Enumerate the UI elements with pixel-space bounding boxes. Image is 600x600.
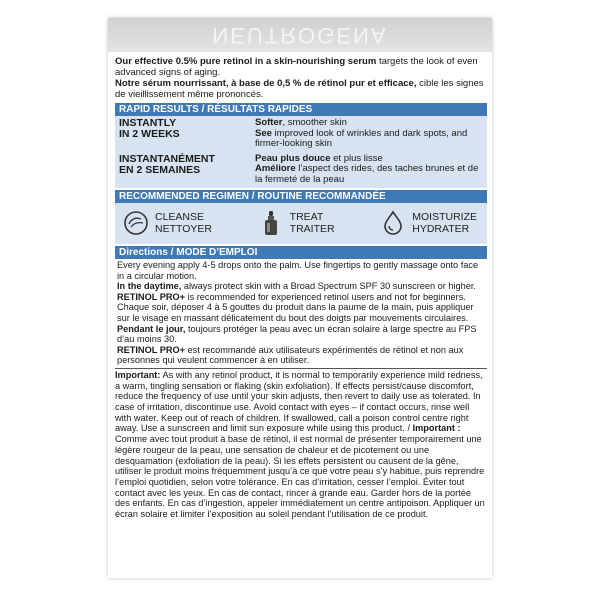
rapid-en-weeks	[255, 129, 483, 150]
regimen-step-treat	[258, 210, 335, 236]
directions-header: Directions / MODE D’EMPLOI	[115, 246, 487, 259]
moisturize-label-fr: HYDRATER	[412, 223, 470, 235]
brand-logo-mirrored: NEUTROGENA	[212, 23, 388, 48]
moisturize-label-en: MOISTURIZE	[412, 211, 477, 223]
rapid-en-when: INSTANTLY IN 2 WEEKS	[119, 117, 180, 140]
directions-fr-pro-bold: RETINOL PRO+	[117, 344, 185, 355]
intro-french-rest: cible les signes de vieillissement même prononcés.	[115, 78, 484, 100]
warning-en-rest: As with any retinol product, it is normal to temporarily experience mild redness, a warm, tingling sensation or flaking (skin exfoliation). If effects persist/cause discomfort, reduce the frequency of use until your skin adjusts, then revert to daily use as tolerated. In case of irritation, discontinue use. Avoid contact with eyes – if contact occurs, rinse well with water. Keep out of reach of children. If swallowed, call a poison control centre right away. Use a sunscreen and limit sun exposure while using this product. /	[115, 369, 483, 434]
cleanse-label-fr: NETTOYER	[155, 223, 212, 235]
intro-english-bold: Our effective 0.5% pure retinol in a skin-nourishing serum	[115, 56, 377, 67]
rapid-fr-when: INSTANTANÉMENT EN 2 SEMAINES	[119, 152, 215, 176]
regimen-step-treat-label	[290, 211, 335, 235]
intro-english-rest: targets the look of even advanced signs of aging.	[115, 56, 478, 78]
cleanse-label-en: CLEANSE	[155, 211, 205, 223]
directions-fr-apply: Chaque soir, déposer 4 à 5 gouttes du produit dans la paume de la main, puis appliquer sur le visage en massant délicatement du bout des doigts par mouvements circulaires.	[117, 302, 474, 323]
rapid-en-weeks-bold: See	[255, 127, 272, 139]
directions-en-pro	[117, 292, 485, 303]
rapid-en-instant-rest: , smoother skin	[282, 117, 347, 128]
warning-fr-bold: Important :	[412, 423, 461, 434]
regimen-step-moisturize-label	[412, 211, 477, 235]
rapid-en-weeks-rest: improved look of wrinkles and dark spots, and firmer-looking skin	[255, 127, 468, 149]
directions-en-daytime-rest: always protect skin with a Broad Spectrum SPF 30 sunscreen or higher.	[181, 281, 476, 292]
intro-text	[115, 56, 487, 100]
treat-label-fr: TRAITER	[289, 223, 335, 235]
directions-fr-pro-rest: est recommandé aux utilisateurs expérimentés de rétinol et non aux personnes qui veulent commencer à en utiliser.	[117, 344, 464, 366]
directions-fr-pro	[117, 345, 485, 366]
rapid-results-header: RAPID RESULTS / RÉSULTATS RAPIDES	[115, 103, 487, 116]
rapid-fr-instant-bold: Peau plus douce	[255, 152, 331, 164]
serum-dropper-icon	[258, 210, 284, 236]
warning-fr-rest: Comme avec tout produit à base de rétinol, il est normal de présenter temporairement une légère rougeur de la peau, une sensation de chaleur et de picotement ou une desquamation (exfoliation de la peau). Si les effets persistent ou causent de la gêne, utiliser le produit moins fréquemment jusqu’à ce que votre peau s’y habitue, puis reprendre l’emploi quotidien, selon votre tolérance. En cas d’irritation, cesser l’emploi. Éviter tout contact avec les yeux. En cas de contact, rincer à grande eau. Garder hors de la portée des enfants. En cas d’ingestion, appeler immédiatement un centre antipoison. Appliquer un écran solaire et limiter l’exposition au soleil pendant l’utilisation de ce produit.	[115, 434, 485, 520]
box-top-flap	[108, 18, 492, 52]
treat-label-en: TREAT	[289, 211, 324, 223]
rapid-fr-results	[255, 154, 483, 186]
directions-fr-daytime	[117, 324, 485, 345]
product-box-back-panel	[108, 18, 492, 578]
rapid-fr-weeks-bold: Améliore	[255, 163, 296, 174]
regimen-step-moisturize	[380, 210, 477, 236]
directions-fr-daytime-rest: toujours protéger la peau avec un écran solaire à large spectre au FPS d’au moins 30.	[117, 323, 477, 345]
regimen-step-cleanse	[123, 210, 212, 236]
rapid-en-instant-bold: Softer	[255, 117, 283, 128]
intro-french-bold: Notre sérum nourrissant, à base de 0,5 % de rétinol pur et efficace,	[115, 78, 417, 89]
regimen-step-cleanse-label	[155, 211, 212, 235]
moisturize-drop-icon	[380, 210, 406, 236]
rapid-fr-instant-rest: et plus lisse	[330, 152, 383, 164]
label-content	[115, 56, 487, 520]
intro-french	[115, 78, 487, 100]
directions-en-daytime-bold: In the daytime,	[117, 281, 182, 292]
rapid-fr-weeks-rest: l’aspect des rides, des taches brunes et de la fermeté de la peau	[255, 163, 479, 185]
warning-en-bold: Important:	[115, 369, 161, 380]
warning-section	[115, 368, 487, 520]
directions-en-daytime	[117, 281, 485, 292]
cleanse-icon	[123, 210, 149, 236]
directions-en-pro-rest: is recommended for experienced retinol users and not for beginners.	[184, 291, 466, 302]
rapid-results-section	[115, 116, 487, 188]
regimen-header: RECOMMENDED REGIMEN / ROUTINE RECOMMANDÉE	[115, 190, 487, 203]
directions-en-apply: Every evening apply 4-5 drops onto the palm. Use fingertips to gently massage onto face in a circular motion.	[117, 260, 479, 281]
directions-en-pro-bold: RETINOL PRO+	[117, 291, 185, 302]
intro-english	[115, 56, 487, 78]
rapid-en-results	[255, 118, 483, 150]
warning-text	[115, 370, 487, 520]
regimen-section	[115, 203, 487, 244]
directions-fr-daytime-bold: Pendant le jour,	[117, 323, 186, 334]
rapid-fr-weeks	[255, 164, 483, 185]
directions-section	[115, 259, 487, 366]
